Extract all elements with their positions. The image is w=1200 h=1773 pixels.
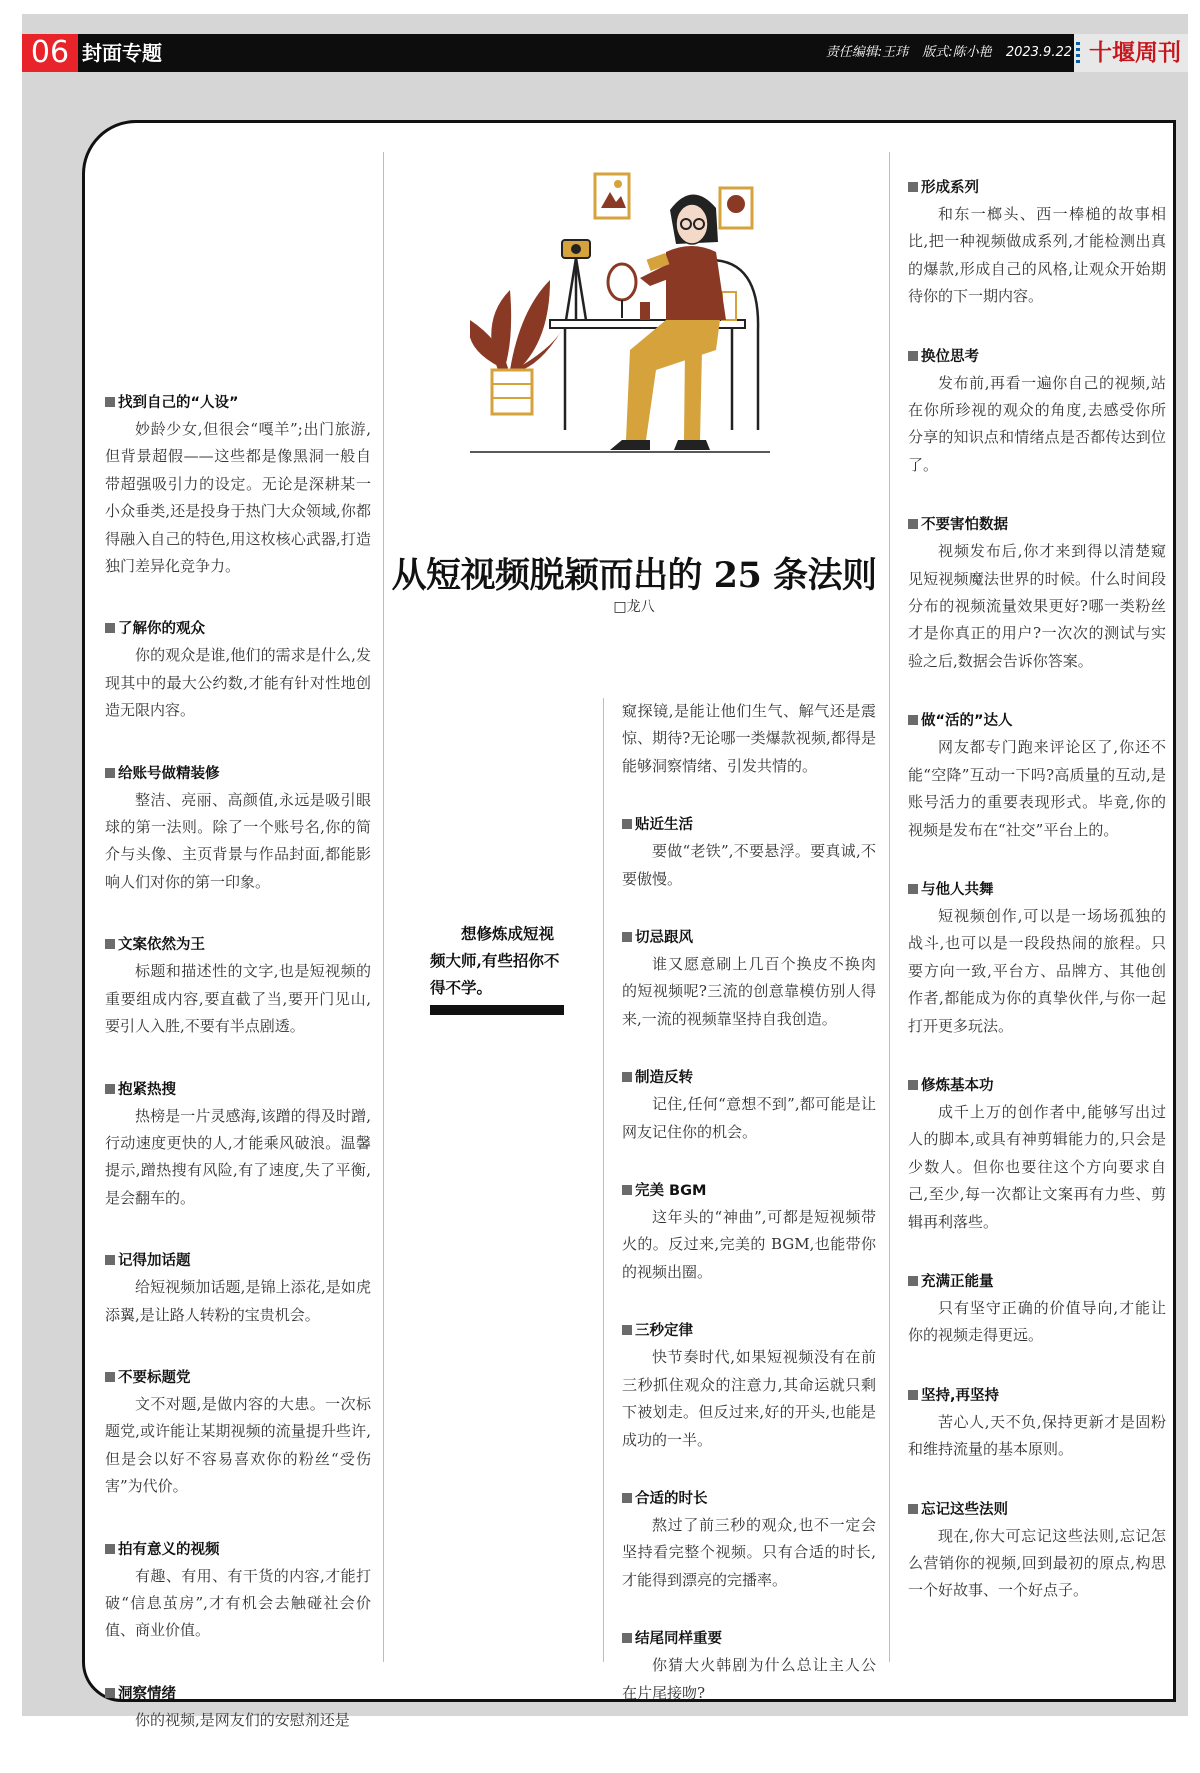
pull-quote: 想修炼成短视频大师,有些招你不得不学。 [430,924,560,997]
section-heading [908,515,1166,535]
section-heading [105,1684,371,1704]
section-heading-text: 记得加话题 [118,1253,191,1270]
masthead-dots-icon [1076,42,1080,64]
section-heading-text: 贴近生活 [635,817,693,834]
article-section [622,698,876,780]
square-bullet-icon [105,1688,115,1698]
pull-quote-bar [430,1005,564,1015]
issue-date: 2023.9.22 [1005,45,1072,60]
square-bullet-icon [105,1084,115,1094]
column-divider [889,152,890,1662]
middle-column [622,698,876,1742]
page-number: 06 [22,34,78,72]
section-heading [105,1540,371,1560]
section-heading [622,1068,876,1088]
article-section [622,1321,876,1454]
section-heading-text: 切忌跟风 [635,930,693,947]
section-heading [622,1489,876,1509]
article-section [908,1500,1166,1605]
article-section [622,1068,876,1146]
article-section [105,1540,371,1645]
section-body: 苦心人,天不负,保持更新才是固粉和维持流量的基本原则。 [908,1412,1166,1459]
section-heading [908,178,1166,198]
left-column [105,393,371,1773]
square-bullet-icon [622,1325,632,1335]
section-body: 你的视频,是网友们的安慰剂还是 [135,1710,350,1729]
section-heading-text: 找到自己的“人设” [118,395,239,411]
section-heading [105,935,371,955]
article-byline: □龙八 [613,599,655,615]
section-heading [908,711,1166,731]
section-heading-text: 忘记这些法则 [921,1501,1008,1518]
square-bullet-icon [622,1072,632,1082]
section-body: 短视频创作,可以是一场场孤独的战斗,也可以是一段段热闹的旅程。只要方向一致,平台方、品牌方、其他创作者,都能成为你的真挚伙伴,与你一起打开更多玩法。 [908,906,1166,1035]
square-bullet-icon [908,1276,918,1286]
section-heading-text: 不要害怕数据 [921,517,1008,534]
article-section [908,880,1166,1040]
section-body: 熬过了前三秒的观众,也不一定会坚持看完整个视频。只有合适的时长,才能得到漂亮的完播率。 [622,1515,876,1589]
square-bullet-icon [105,939,115,949]
section-body: 标题和描述性的文字,也是短视频的重要组成内容,要直截了当,要开门见山,要引人入胜,不要有半点剧透。 [105,962,371,1036]
section-heading [105,764,371,784]
section-body: 窥探镜,是能让他们生气、解气还是震惊、期待?无论哪一类爆款视频,都得是能够洞察情绪、引发共情的。 [622,702,876,775]
section-body: 谁又愿意刷上几百个换皮不换肉的短视频呢?三流的创意靠模仿别人得来,一流的视频靠坚持自我创造。 [622,955,876,1028]
section-heading [105,1080,371,1100]
square-bullet-icon [908,182,918,192]
article-section [908,515,1166,675]
section-heading [622,1181,876,1201]
section-body: 你猜大火韩剧为什么总让主人公在片尾接吻? [622,1656,876,1702]
section-heading [622,815,876,835]
masthead-logo [1074,34,1188,72]
article-section [908,178,1166,311]
square-bullet-icon [908,1080,918,1090]
article-section [908,1076,1166,1236]
square-bullet-icon [105,1544,115,1554]
editor-credits [816,34,1072,72]
square-bullet-icon [622,819,632,829]
section-heading-text: 拍有意义的视频 [118,1541,220,1558]
article-section [622,1629,876,1707]
woman-at-vanity-desk-illustration [470,170,770,475]
section-body: 这年头的“神曲”,可都是短视频带火的。反过来,完美的 BGM,也能带你的视频出圈。 [622,1208,876,1281]
section-heading [908,1386,1166,1406]
section-title: 封面专题 [82,41,162,65]
square-bullet-icon [105,1372,115,1382]
section-body: 网友都专门跑来评论区了,你还不能“空降”互动一下吗?高质量的互动,是账号活力的重要表现形式。毕竟,你的视频是发布在“社交”平台上的。 [908,738,1166,839]
section-heading-text: 修炼基本功 [921,1077,994,1094]
section-heading-text: 文案依然为王 [118,937,205,954]
section-heading [105,619,371,639]
section-heading-text: 抱紧热搜 [118,1081,176,1098]
square-bullet-icon [908,715,918,725]
section-body: 整洁、亮丽、高颜值,永远是吸引眼球的第一法则。除了一个账号名,你的简介与头像、主页背景与作品封面,都能影响人们对你的第一印象。 [105,790,371,891]
section-heading-text: 结尾同样重要 [635,1631,722,1648]
column-divider [603,698,604,1662]
section-body: 给短视频加话题,是锦上添花,是如虎添翼,是让路人转粉的宝贵机会。 [105,1278,371,1324]
section-heading-text: 形成系列 [921,180,979,196]
section-heading-text: 三秒定律 [635,1323,693,1340]
section-body: 和东一榔头、西一棒槌的故事相比,把一种视频做成系列,才能检测出真的爆款,形成自己的风格,让观众开始期待你的下一期内容。 [908,205,1166,306]
square-bullet-icon [622,1185,632,1195]
masthead-name: 十堰周刊 [1089,39,1181,66]
editor-name: 责任编辑:王玮 [825,45,909,60]
section-heading [908,1076,1166,1096]
section-heading [908,347,1166,367]
article-section [105,1251,371,1329]
section-heading-text: 坚持,再坚持 [921,1387,1000,1404]
section-body: 快节奏时代,如果短视频没有在前三秒抓住观众的注意力,其命运就只剩下被划走。但反过来,好的开头,也能是成功的一半。 [622,1348,876,1449]
square-bullet-icon [105,623,115,633]
section-heading-text: 不要标题党 [118,1369,191,1386]
section-heading-text: 洞察情绪 [118,1685,176,1702]
square-bullet-icon [105,1255,115,1265]
section-heading [908,1500,1166,1520]
section-body: 你的观众是谁,他们的需求是什么,发现其中的最大公约数,才能有针对性地创造无限内容。 [105,646,371,720]
section-heading [105,1251,371,1271]
section-heading [908,880,1166,900]
article-section [622,1489,876,1594]
article-title: 从短视频脱颖而出的 25 条法则 [391,555,877,596]
article-section [105,1368,371,1501]
article-section [105,764,371,897]
section-body: 要做“老铁”,不要悬浮。要真诚,不要傲慢。 [622,842,876,888]
article-section [908,1272,1166,1350]
layout-designer: 版式:陈小艳 [922,45,992,60]
section-body: 只有坚守正确的价值导向,才能让你的视频走得更远。 [908,1298,1166,1345]
section-heading-text: 合适的时长 [635,1490,708,1507]
section-heading [105,393,371,413]
section-body: 文不对题,是做内容的大患。一次标题党,或许能让某期视频的流量提升些许,但是会以好不容易喜欢你的粉丝“受伤害”为代价。 [105,1394,371,1496]
square-bullet-icon [908,351,918,361]
section-body: 妙龄少女,但很会“嘎羊”;出门旅游,但背景超假——这些都是像黑洞一般自带超强吸引力的设定。无论是深耕某一小众垂类,还是投身于热门大众领域,你都得融入自己的特色,用这枚核心武器,打造独门差异化竞争力。 [105,420,371,576]
section-heading-text: 完美 BGM [635,1183,707,1200]
section-heading [105,1368,371,1388]
article-section [908,347,1166,480]
section-heading-text: 充满正能量 [921,1273,994,1290]
section-body: 记住,任何“意想不到”,都可能是让网友记住你的机会。 [622,1095,876,1141]
square-bullet-icon [622,1633,632,1643]
article-section [908,711,1166,844]
square-bullet-icon [908,1504,918,1514]
section-body: 有趣、有用、有干货的内容,才能打破“信息茧房”,才有机会去触碰社会价值、商业价值。 [105,1566,371,1640]
column-divider [383,152,384,1662]
square-bullet-icon [908,884,918,894]
square-bullet-icon [622,1493,632,1503]
article-section [622,815,876,893]
square-bullet-icon [908,1390,918,1400]
section-body: 现在,你大可忘记这些法则,忘记怎么营销你的视频,回到最初的原点,构思一个好故事、一个好点子。 [908,1526,1166,1600]
section-heading [622,928,876,948]
section-body: 发布前,再看一遍你自己的视频,站在你所珍视的观众的角度,去感受你所分享的知识点和情绪点是否都传达到位了。 [908,373,1166,474]
section-heading-text: 换位思考 [921,348,979,365]
article-section [105,619,371,724]
square-bullet-icon [105,768,115,778]
section-heading-text: 做“活的”达人 [921,713,1013,730]
section-heading-text: 给账号做精装修 [118,765,220,782]
section-heading-text: 了解你的观众 [118,621,205,638]
article-section [105,1080,371,1213]
section-heading-text: 制造反转 [635,1070,693,1087]
section-heading [908,1272,1166,1292]
article-section [105,393,371,580]
article-section [105,935,371,1040]
section-heading [622,1321,876,1341]
right-column [908,178,1166,1641]
section-body: 成千上万的创作者中,能够写出过人的脚本,或具有神剪辑能力的,只会是少数人。但你也要往这个方向要求自己,至少,每一次都让文案再有力些、剪辑再利落些。 [908,1102,1166,1231]
section-heading-text: 与他人共舞 [921,881,994,898]
article-section [622,1181,876,1286]
article-section [622,928,876,1033]
square-bullet-icon [622,932,632,942]
section-heading [622,1629,876,1649]
square-bullet-icon [908,519,918,529]
section-body: 热榜是一片灵感海,该蹭的得及时蹭,行动速度更快的人,才能乘风破浪。温馨提示,蹭热搜有风险,有了速度,失了平衡,是会翻车的。 [105,1106,371,1207]
section-body: 视频发布后,你才来到得以清楚窥见短视频魔法世界的时候。什么时间段分布的视频流量效果更好?哪一类粉丝才是你真正的用户?一次次的测试与实验之后,数据会告诉你答案。 [908,542,1166,670]
article-section [908,1386,1166,1464]
square-bullet-icon [105,397,115,407]
